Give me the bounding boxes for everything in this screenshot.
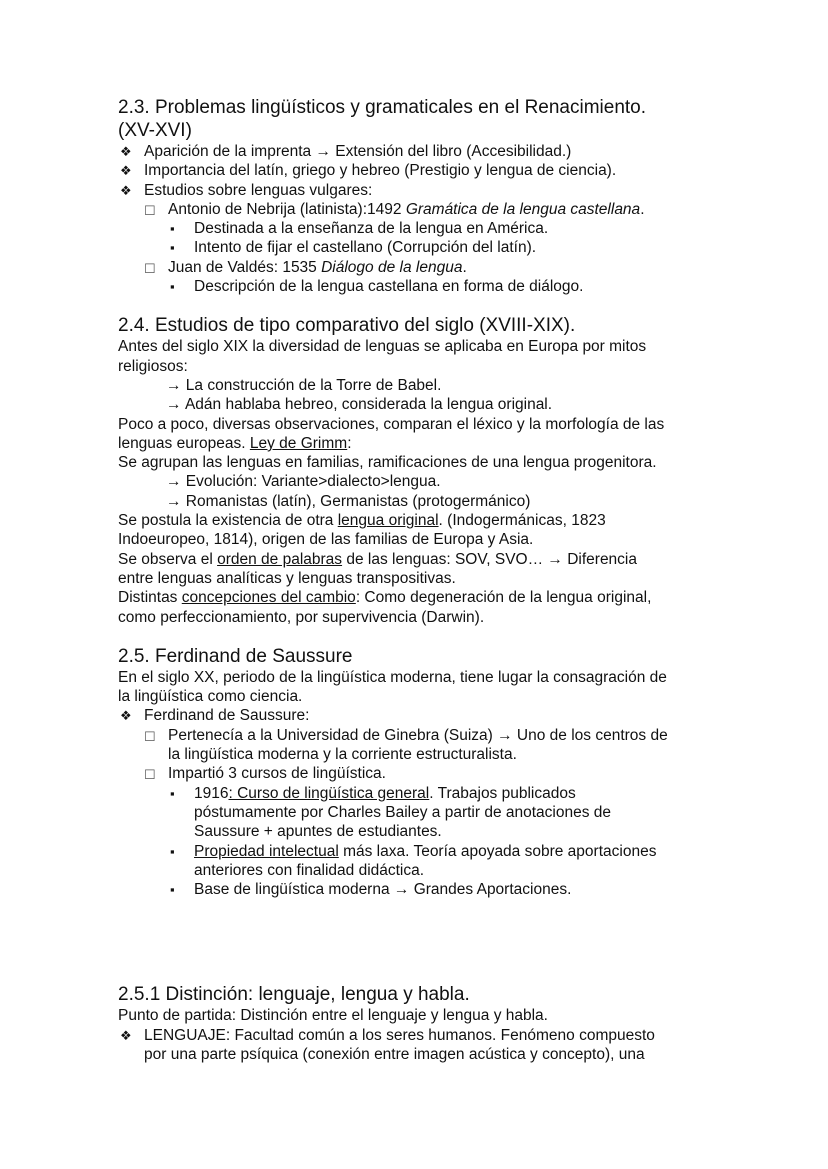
diamond-bullet-icon: ❖	[120, 182, 132, 198]
underlined-term: Propiedad intelectual	[194, 842, 339, 860]
item-1916: ▪ 1916: Curso de lingüística general. Trabajos publicados póstumamente por Charles Bailey a partir de anotaciones de Saussure + apuntes de estudiantes.	[170, 784, 612, 841]
square-bullet-icon: ▪	[170, 221, 175, 237]
diamond-bullet-icon: ❖	[120, 708, 132, 724]
bullet-latin: ❖ Importancia del latín, griego y hebreo (Prestigio y lengua de ciencia).	[120, 162, 617, 180]
title-line-2: (XV-XVI)	[118, 120, 192, 141]
book-title: Gramática de la lengua castellana	[405, 200, 641, 218]
item-cursos: ☐ Impartió 3 cursos de lingüística.	[118, 764, 718, 783]
item-propiedad: ▪ Propiedad intelectual más laxa. Teoría apoyada sobre aportaciones anteriores con finalidad didáctica.	[170, 842, 657, 879]
section-2-5-1-title: 2.5.1 Distinción: lenguaje, lengua y habla.	[118, 984, 470, 1006]
square-bullet-icon: ▪	[170, 279, 175, 295]
diamond-bullet-icon: ❖	[120, 1027, 132, 1043]
item-valdes-1: ▪ Descripción de la lengua castellana en forma de diálogo.	[170, 278, 584, 296]
item-base: ▪ Base de lingüística moderna → Grandes Aportaciones.	[170, 881, 572, 899]
paragraph: Distintas concepciones del cambio: Como degeneración de la lengua original, como perfeccionamiento, por supervivencia (Darwin).	[118, 589, 652, 626]
square-bullet-icon: ▪	[170, 785, 175, 801]
bullet-lenguas-vulgares: ❖ Estudios sobre lenguas vulgares:	[120, 181, 373, 199]
item-nebrija-1: ▪ Destinada a la enseñanza de la lengua en América.	[170, 220, 549, 238]
bullet-imprenta: ❖ Aparición de la imprenta → Extensión del libro (Accesibilidad.)	[120, 143, 572, 160]
title-line-1: 2.3. Problemas lingüísticos y gramaticales en el Renacimiento.	[118, 97, 647, 118]
item-nebrija-2: ▪ Intento de fijar el castellano (Corrupción del latín).	[170, 239, 537, 257]
document-page	[118, 96, 718, 1064]
diamond-bullet-icon: ❖	[120, 144, 132, 159]
section-2-5-title: 2.5. Ferdinand de Saussure	[118, 645, 353, 667]
checkbox-bullet-icon: ☐	[144, 767, 156, 783]
item-nebrija: ☐ Antonio de Nebrija (latinista):1492 Gramática de la lengua castellana.	[118, 200, 718, 219]
paragraph: Se agrupan las lenguas en familias, ramificaciones de una lengua progenitora.	[118, 454, 657, 472]
arrow-item: → Adán hablaba hebreo, considerada la lengua original.	[166, 396, 553, 414]
bullet-lenguaje: ❖ LENGUAJE: Facultad común a los seres humanos. Fenómeno compuesto por una parte psíquica (conexión entre imagen acústica y concepto), una	[120, 1026, 655, 1063]
checkbox-bullet-icon: ☐	[144, 260, 156, 276]
paragraph: Poco a poco, diversas observaciones, comparan el léxico y la morfología de las lenguas europeas. Ley de Grimm:	[118, 415, 665, 452]
paragraph: Antes del siglo XIX la diversidad de lenguas se aplicaba en Europa por mitos religiosos:	[118, 338, 647, 375]
arrow-item: → La construcción de la Torre de Babel.	[166, 376, 442, 394]
square-bullet-icon: ▪	[170, 843, 175, 859]
paragraph: En el siglo XX, periodo de la lingüística moderna, tiene lugar la consagración de la lingüística como ciencia.	[118, 668, 667, 706]
underlined-term: concepciones del cambio	[181, 589, 356, 607]
square-bullet-icon: ▪	[170, 882, 175, 898]
paragraph: Se observa el orden de palabras de las lenguas: SOV, SVO… → Diferencia entre lenguas analíticas y lenguas transpositivas.	[118, 550, 637, 587]
underlined-term: Ley de Grimm	[249, 434, 348, 452]
underlined-term: : Curso de lingüística general	[228, 784, 430, 802]
arrow-item: → Evolución: Variante>dialecto>lengua.	[166, 473, 441, 491]
bullet-saussure: ❖ Ferdinand de Saussure:	[120, 707, 310, 725]
checkbox-bullet-icon: ☐	[144, 728, 156, 744]
arrow-item: → Romanistas (latín), Germanistas (protogermánico)	[166, 492, 531, 510]
item-ginebra: ☐ Pertenecía a la Universidad de Ginebra (Suiza) → Uno de los centros de la lingüística moderna y la corriente estructuralista.	[144, 726, 668, 764]
section-2-4-title: 2.4. Estudios de tipo comparativo del siglo (XVIII-XIX).	[118, 315, 576, 337]
section-2-3-title	[118, 96, 718, 142]
item-valdes: ☐ Juan de Valdés: 1535 Diálogo de la lengua.	[118, 258, 718, 277]
square-bullet-icon: ▪	[170, 240, 175, 256]
diamond-bullet-icon: ❖	[120, 163, 132, 179]
underlined-term: orden de palabras	[217, 550, 343, 568]
paragraph: Se postula la existencia de otra lengua original. (Indogermánicas, 1823 Indoeuropeo, 1814), origen de las familias de Europa y Asia.	[118, 512, 606, 549]
paragraph: Punto de partida: Distinción entre el lenguaje y lengua y habla.	[118, 1007, 548, 1025]
underlined-term: lengua original	[337, 512, 439, 530]
checkbox-bullet-icon: ☐	[144, 202, 156, 218]
book-title: Diálogo de la lengua	[321, 258, 463, 276]
